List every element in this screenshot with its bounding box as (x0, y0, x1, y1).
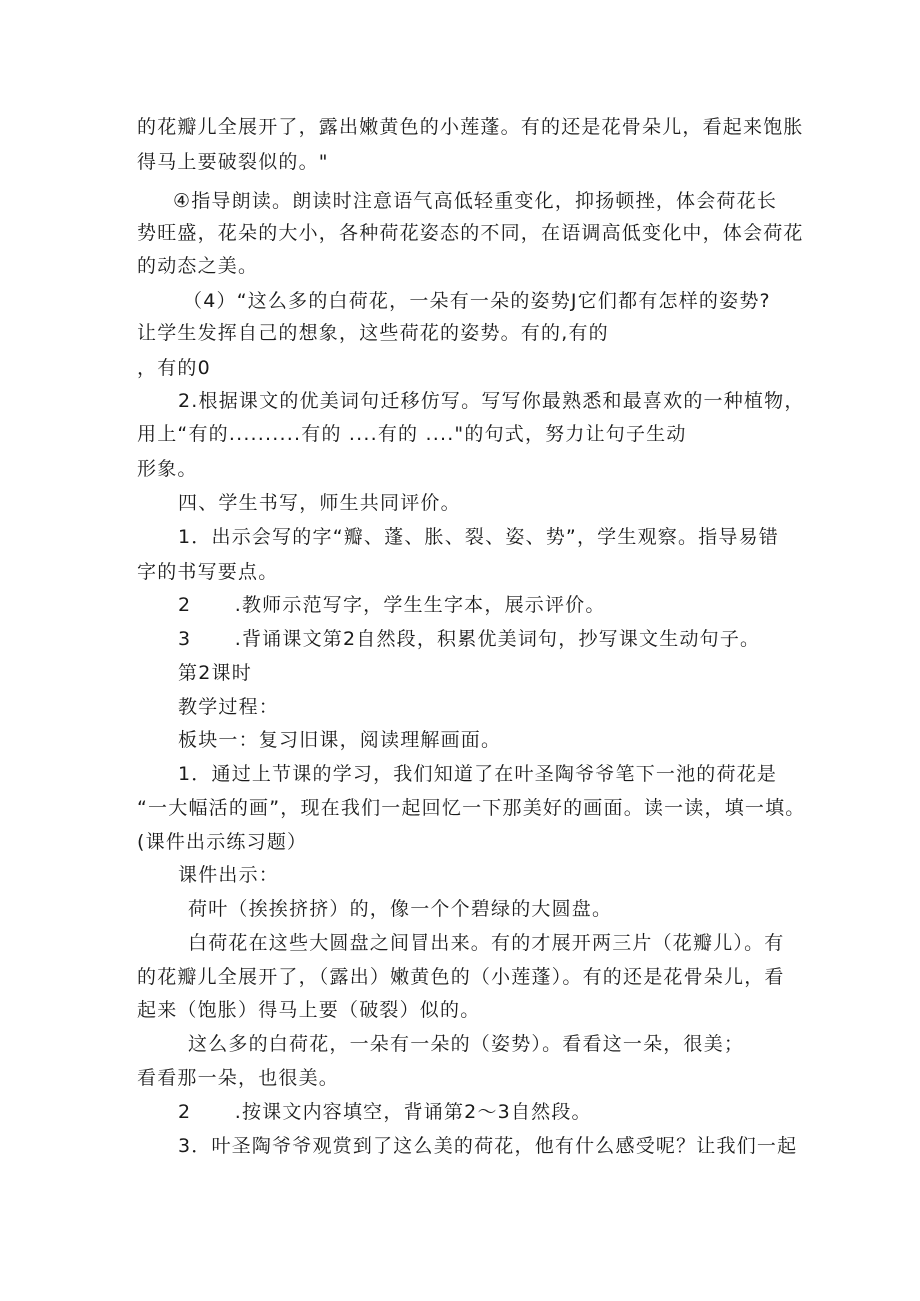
text-line: 的花瓣儿全展开了，（露出）嫩黄色的（小莲蓬）。有的还是花骨朵儿，看 (137, 966, 785, 988)
text-line: 形象。 (137, 458, 198, 480)
text-line: 字的书写要点。 (137, 561, 279, 583)
text-line: 得马上要破裂似的。" (137, 151, 329, 173)
text-line: 的动态之美。 (137, 255, 259, 277)
text-line: 2.根据课文的优美词句迁移仿写。写写你最熟悉和最喜欢的一种植物， (178, 390, 805, 412)
text-line: (课件出示练习题） (137, 831, 308, 853)
text-line: ，有的0 (137, 357, 211, 379)
text-line: “一大幅活的画”，现在我们一起回忆一下那美好的画面。读一读，填一填。 (137, 797, 806, 819)
section-heading: 四、学生书写，师生共同评价。 (178, 492, 461, 514)
text-line: 势旺盛，花朵的大小，各种荷花姿态的不同，在语调高低变化中，体会荷花 (137, 222, 804, 244)
text-line: ④指导朗读。朗读时注意语气高低轻重变化，抑扬顿挫，体会荷花长 (173, 190, 778, 212)
text-line: 的花瓣儿全展开了，露出嫩黄色的小莲蓬。有的还是花骨朵儿，看起来饱胀 (137, 116, 804, 138)
lesson-heading: 第2课时 (178, 662, 252, 684)
text-line: 3．叶圣陶爷爷观赏到了这么美的荷花，他有什么感受呢？让我们一起 (178, 1135, 798, 1157)
text-line: 用上“有的..........有的 ....有的 ...."的句式，努力让句子生动 (137, 423, 687, 445)
text-line: 3 .背诵课文第2自然段，积累优美词句，抄写课文生动句子。 (178, 628, 761, 650)
text-line: 这么多的白荷花，一朵有一朵的（姿势）。看看这一朵，很美； (188, 1033, 745, 1055)
text-line: 1．通过上节课的学习，我们知道了在叶圣陶爷爷笔下一池的荷花是 (178, 763, 778, 785)
text-line: 1．出示会写的字“瓣、蓬、胀、裂、姿、势”，学生观察。指导易错 (178, 526, 779, 548)
text-line: 荷叶（挨挨挤挤）的，像一个个碧绿的大圆盘。 (188, 898, 613, 920)
text-line: 白荷花在这些大圆盘之间冒出来。有的才展开两三片（花瓣儿）。有 (188, 932, 785, 954)
text-line: 2 .教师示范写字，学生生字本，展示评价。 (178, 594, 606, 616)
text-line: 课件出示： (178, 864, 280, 886)
text-line: 起来（饱胀）得马上要（破裂）似的。 (137, 999, 481, 1021)
text-line: （4）“这么多的白荷花，一朵有一朵的姿势J它们都有怎样的姿势? (183, 290, 771, 312)
section-heading: 板块一：复习旧课，阅读理解画面。 (178, 729, 502, 751)
text-line: 2 .按课文内容填空，背诵第2～3自然段。 (178, 1101, 592, 1123)
text-line: 让学生发挥自己的想象，这些荷花的姿势。有的,有的 (137, 322, 609, 344)
text-line: 教学过程： (178, 696, 280, 718)
text-line: 看看那一朵，也很美。 (137, 1067, 340, 1089)
